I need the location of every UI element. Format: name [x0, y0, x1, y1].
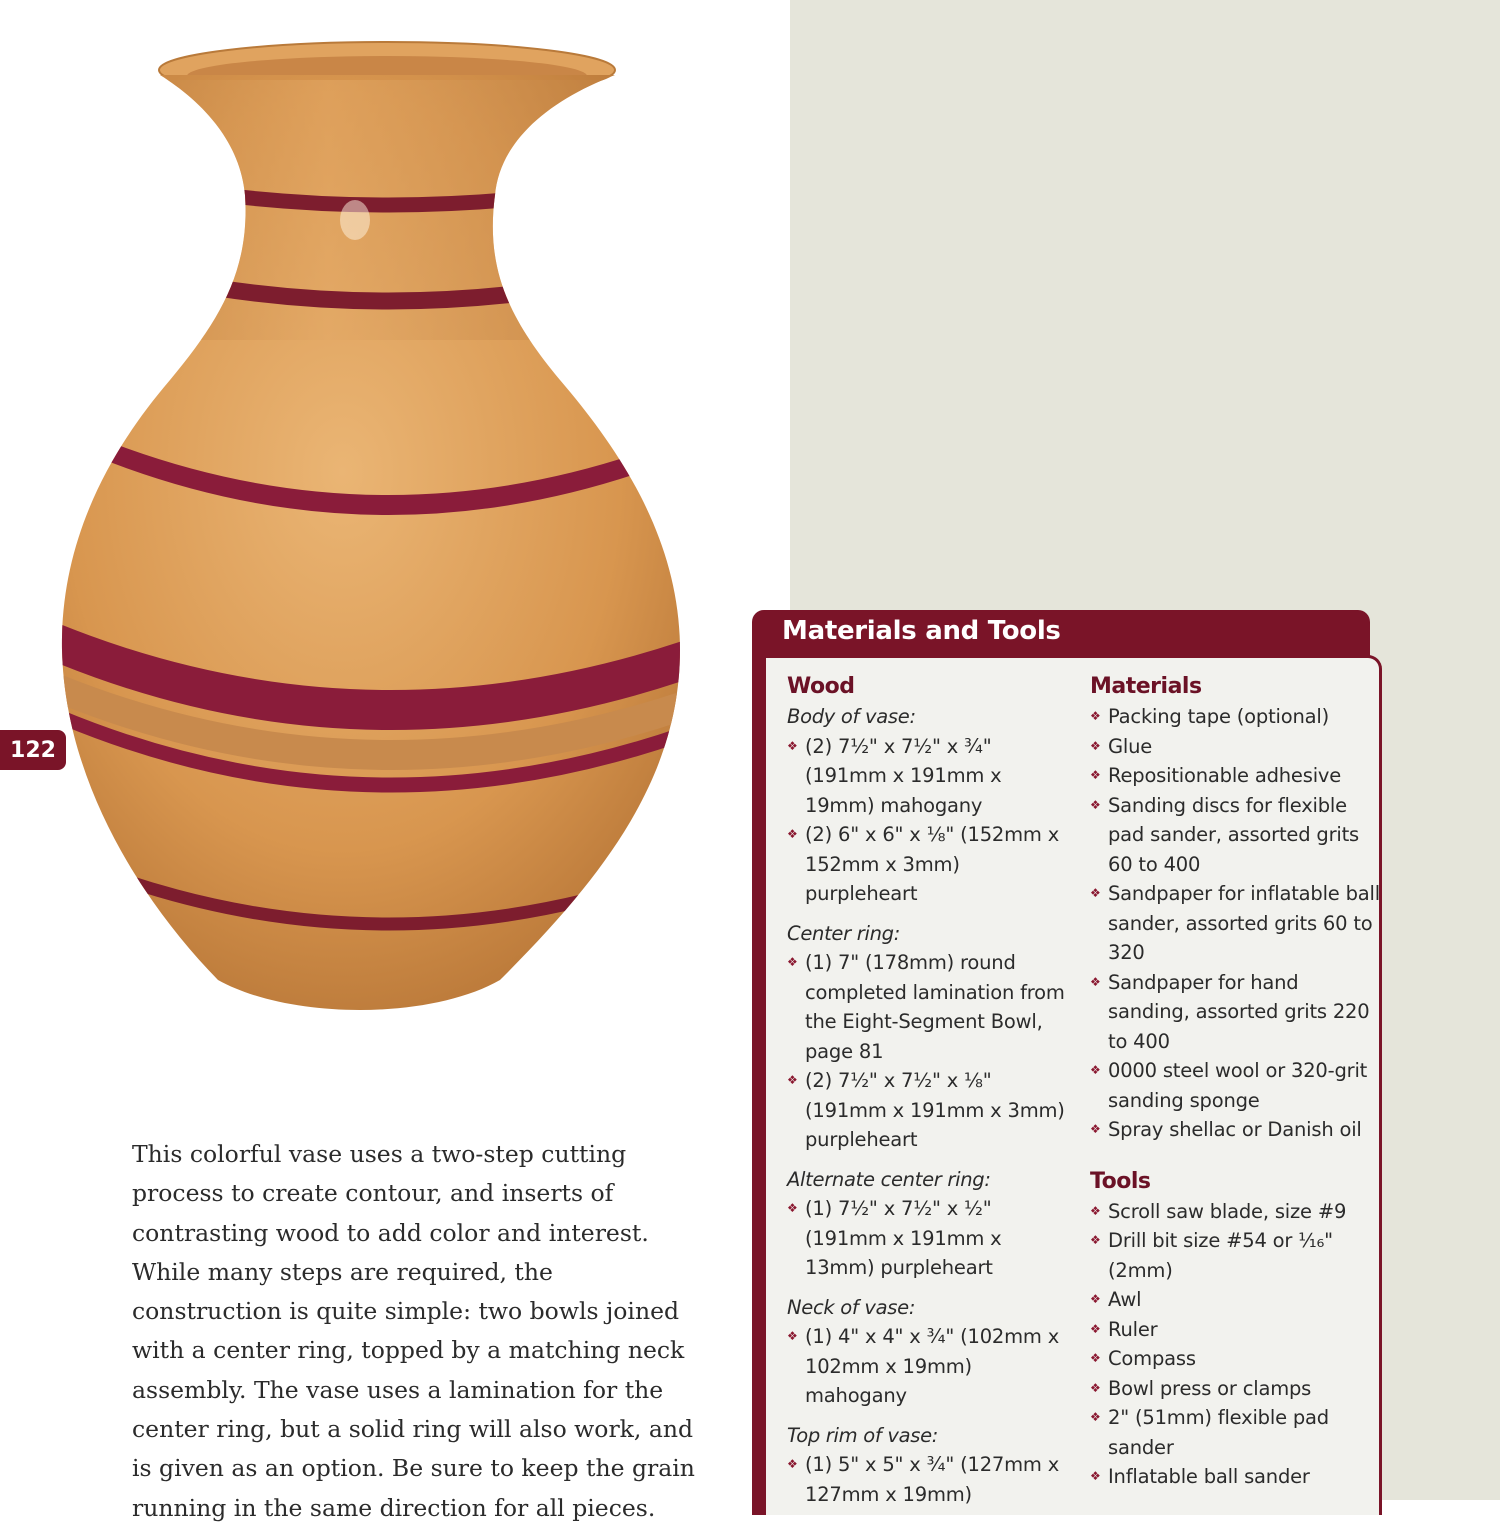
diamond-bullet-icon: ❖: [1090, 768, 1101, 782]
diamond-bullet-icon: ❖: [787, 1457, 798, 1471]
list-item-text: Drill bit size #54 or ¹⁄₁₆" (2mm): [1108, 1229, 1333, 1282]
diamond-bullet-icon: ❖: [1090, 1351, 1101, 1365]
diamond-bullet-icon: ❖: [787, 1073, 798, 1087]
list-item: [1090, 879, 1380, 968]
wood-group-list: [787, 732, 1072, 909]
diamond-bullet-icon: ❖: [1090, 709, 1101, 723]
diamond-bullet-icon: ❖: [1090, 738, 1101, 753]
diamond-bullet-icon: ❖: [1090, 1321, 1101, 1336]
list-item: [1090, 1374, 1380, 1404]
diamond-bullet-icon: ❖: [787, 1201, 798, 1215]
diamond-bullet-icon: ❖: [1090, 886, 1101, 900]
wood-group-label: Center ring:: [787, 921, 900, 945]
list-item: [787, 1194, 1072, 1283]
intro-text: [132, 1135, 707, 1522]
diamond-bullet-icon: ❖: [787, 1329, 798, 1343]
diamond-bullet-icon: ❖: [1090, 1122, 1101, 1136]
materials-list: [1090, 702, 1380, 1145]
diamond-bullet-icon: ❖: [1090, 1469, 1101, 1483]
diamond-bullet-icon: ❖: [787, 738, 798, 753]
list-item: [1090, 1285, 1380, 1315]
list-item-text: (2) 6" x 6" x ⅛" (152mm x 152mm x 3mm) purpleheart: [805, 823, 1060, 905]
materials-tools-title: Materials and Tools: [782, 616, 1061, 646]
tools-list: [1090, 1197, 1380, 1492]
list-item-text: Sandpaper for inflatable ball sander, assorted grits 60 to 320: [1108, 882, 1380, 964]
list-item: [1090, 1344, 1380, 1374]
list-item-text: (2) 7½" x 7½" x ¾" (191mm x 191mm x 19mm) mahogany: [805, 734, 1002, 817]
list-item: [1090, 1462, 1380, 1492]
diamond-bullet-icon: ❖: [1090, 1063, 1101, 1077]
list-item: [787, 948, 1072, 1066]
intro-paragraph: This colorful vase uses a two-step cutting process to create contour, and inserts of contrasting wood to add color and interest. While many steps are required, the construction is quite simple: two bowls joined with a center ring, topped by a matching neck assembly. The vase uses a lamination for the center ring, but a solid ring will also work, and is given as an option. Be sure to keep the grain running in the same direction for all pieces.: [132, 1140, 695, 1522]
list-item: [787, 1322, 1072, 1411]
list-item: [787, 820, 1072, 909]
wood-groups: [787, 702, 1072, 1509]
list-item: [1090, 791, 1380, 880]
list-item-text: Spray shellac or Danish oil: [1108, 1118, 1362, 1141]
list-item-text: Sanding discs for flexible pad sander, assorted grits 60 to 400: [1108, 793, 1360, 876]
list-item-text: 2" (51mm) flexible pad sander: [1108, 1406, 1329, 1459]
list-item: [787, 1066, 1072, 1155]
list-item: [1090, 1226, 1380, 1285]
materials-heading: Materials: [1090, 674, 1202, 699]
wood-group-list: [787, 948, 1072, 1155]
wood-heading: Wood: [787, 674, 855, 699]
list-item-text: (1) 5" x 5" x ¾" (127mm x 127mm x 19mm): [805, 1453, 1060, 1506]
list-item-text: 0000 steel wool or 320-grit sanding sponge: [1108, 1059, 1368, 1112]
wood-group-label: Body of vase:: [787, 705, 916, 728]
list-item-text: (1) 7" (178mm) round completed lamination from the Eight-Segment Bowl, page 81: [805, 951, 1065, 1063]
list-item-text: Sandpaper for hand sanding, assorted grits 220 to 400: [1108, 970, 1370, 1053]
vase-photo: [40, 20, 760, 1090]
list-item: [1090, 1115, 1380, 1145]
list-item: [1090, 1197, 1380, 1227]
list-item: [1090, 1315, 1380, 1345]
list-item-text: Packing tape (optional): [1108, 705, 1330, 728]
list-item-text: (2) 7½" x 7½" x ⅛" (191mm x 191mm x 3mm) purpleheart: [805, 1069, 1065, 1151]
diamond-bullet-icon: ❖: [1090, 1233, 1101, 1247]
list-item: [787, 732, 1072, 821]
tools-heading: Tools: [1090, 1168, 1151, 1194]
list-item: [787, 1450, 1072, 1509]
list-item-text: Repositionable adhesive: [1108, 764, 1342, 787]
wood-group-list: [787, 1450, 1072, 1509]
wood-group-list: [787, 1194, 1072, 1283]
materials-tools-content: [766, 658, 1379, 1515]
list-item-text: Inflatable ball sander: [1108, 1465, 1310, 1488]
diamond-bullet-icon: ❖: [1090, 1292, 1101, 1306]
materials-column: [1090, 672, 1380, 1492]
wood-group-label: Top rim of vase:: [787, 1423, 939, 1447]
list-item-text: Bowl press or clamps: [1108, 1376, 1312, 1400]
list-item: [1090, 968, 1380, 1057]
list-item-text: Ruler: [1108, 1317, 1158, 1341]
diamond-bullet-icon: ❖: [787, 955, 798, 969]
wood-group-label: Alternate center ring:: [787, 1167, 991, 1191]
list-item-text: Scroll saw blade, size #9: [1108, 1199, 1347, 1223]
list-item-text: Compass: [1108, 1347, 1196, 1370]
diamond-bullet-icon: ❖: [787, 827, 798, 841]
diamond-bullet-icon: ❖: [1090, 974, 1101, 989]
wood-group-label: Neck of vase:: [787, 1295, 916, 1319]
diamond-bullet-icon: ❖: [1090, 1410, 1101, 1424]
diamond-bullet-icon: ❖: [1090, 1380, 1101, 1395]
diamond-bullet-icon: ❖: [1090, 797, 1101, 812]
list-item-text: Awl: [1108, 1288, 1142, 1311]
list-item-text: (1) 4" x 4" x ¾" (102mm x 102mm x 19mm) mahogany: [805, 1325, 1060, 1407]
list-item: [1090, 702, 1380, 732]
diamond-bullet-icon: ❖: [1090, 1203, 1101, 1218]
list-item: [1090, 732, 1380, 762]
list-item-text: Glue: [1108, 734, 1153, 758]
page-number: 122: [0, 730, 66, 770]
wood-group-list: [787, 1322, 1072, 1411]
materials-tools-header: [752, 610, 1370, 660]
list-item-text: (1) 7½" x 7½" x ½" (191mm x 191mm x 13mm) purpleheart: [805, 1197, 1002, 1279]
wood-column: [787, 672, 1072, 1509]
list-item: [1090, 1056, 1380, 1115]
list-item: [1090, 1403, 1380, 1462]
list-item: [1090, 761, 1380, 791]
materials-tools-box: [752, 655, 1382, 1515]
